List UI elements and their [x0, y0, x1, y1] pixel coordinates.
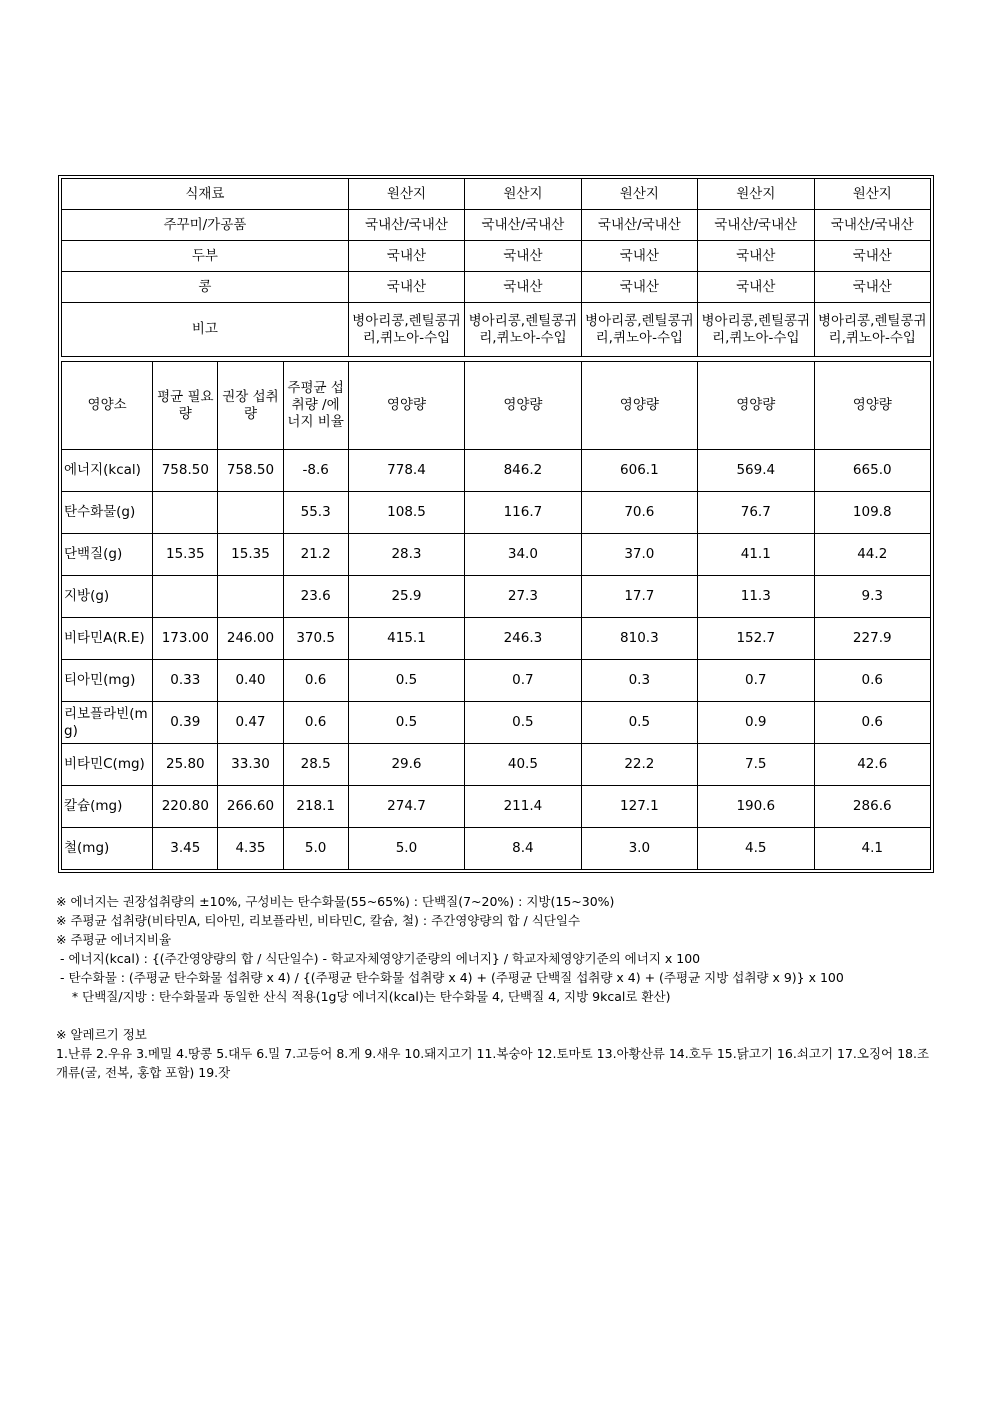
amount-header: 영양량 [814, 362, 931, 450]
weekly-ratio-header: 주평균 섭취량 /에너지 비율 [283, 362, 348, 450]
weekly-ratio-cell: 5.0 [283, 828, 348, 870]
origin-cell: 국내산/국내산 [698, 210, 814, 241]
amount-cell: 8.4 [465, 828, 581, 870]
origin-cell: 국내산/국내산 [465, 210, 581, 241]
origin-row [62, 210, 931, 241]
amount-cell: 108.5 [348, 492, 464, 534]
nutrient-name: 티아민(mg) [62, 660, 153, 702]
nutrient-row [62, 786, 931, 828]
notes-section [56, 892, 936, 1082]
amount-cell: 0.6 [814, 702, 931, 744]
note-label: 비고 [62, 303, 349, 357]
amount-cell: 0.5 [348, 702, 464, 744]
avg-requirement-cell: 173.00 [153, 618, 218, 660]
origin-cell: 국내산 [814, 272, 930, 303]
note-line: - 에너지(kcal) : {(주간영양량의 합 / 식단일수) - 학교자체영양기준량의 에너지} / 학교자체영양기준의 에너지 x 100 [56, 951, 701, 966]
origin-cell: 국내산 [348, 272, 464, 303]
amount-cell: 127.1 [581, 786, 697, 828]
amount-cell: 27.3 [465, 576, 581, 618]
ingredient-name: 두부 [62, 241, 349, 272]
nutrient-row [62, 618, 931, 660]
origin-cell: 국내산 [698, 241, 814, 272]
amount-cell: 7.5 [698, 744, 814, 786]
origin-cell: 국내산 [698, 272, 814, 303]
note-line: ※ 주평균 에너지비율 [56, 932, 172, 947]
amount-header: 영양량 [698, 362, 814, 450]
note-cell: 병아리콩,렌틸콩귀리,퀴노아-수입 [465, 303, 581, 357]
weekly-ratio-cell: -8.6 [283, 450, 348, 492]
origin-cell: 국내산 [581, 272, 697, 303]
weekly-ratio-cell: 28.5 [283, 744, 348, 786]
origin-cell: 국내산 [814, 241, 930, 272]
amount-cell: 810.3 [581, 618, 697, 660]
note-cell: 병아리콩,렌틸콩귀리,퀴노아-수입 [698, 303, 814, 357]
origin-header-cell: 원산지 [814, 179, 930, 210]
amount-cell: 42.6 [814, 744, 931, 786]
amount-cell: 9.3 [814, 576, 931, 618]
ingredient-name: 주꾸미/가공품 [62, 210, 349, 241]
avg-requirement-cell: 0.33 [153, 660, 218, 702]
avg-requirement-cell [153, 492, 218, 534]
weekly-ratio-cell: 370.5 [283, 618, 348, 660]
nutrient-row [62, 450, 931, 492]
origin-cell: 국내산 [581, 241, 697, 272]
note-line: - 탄수화물 : (주평균 탄수화물 섭취량 x 4) / {(주평균 탄수화물 섭취량 x 4) + (주평균 단백질 섭취량 x 4) + (주평균 지방 섭취량 x 9)} x 100 [56, 970, 844, 985]
allergy-list: 1.난류 2.우유 3.메밀 4.땅콩 5.대두 6.밀 7.고등어 8.게 9.새우 10.돼지고기 11.복숭아 12.토마토 13.아황산류 14.호두 15.닭고기 16.쇠고기 17.오징어 18.조개류(굴, 전복, 홍합 포함) 19.잣 [56, 1046, 930, 1080]
nutrient-name: 리보플라빈(mg) [62, 702, 153, 744]
weekly-ratio-cell: 0.6 [283, 702, 348, 744]
origin-header-row [62, 179, 931, 210]
amount-cell: 274.7 [348, 786, 464, 828]
recommended-intake-cell: 33.30 [218, 744, 283, 786]
amount-cell: 11.3 [698, 576, 814, 618]
recommended-intake-cell: 0.47 [218, 702, 283, 744]
recommended-intake-cell: 246.00 [218, 618, 283, 660]
nutrition-body [62, 450, 931, 870]
amount-cell: 5.0 [348, 828, 464, 870]
amount-cell: 116.7 [465, 492, 581, 534]
recommended-intake-cell: 0.40 [218, 660, 283, 702]
recommended-intake-cell: 758.50 [218, 450, 283, 492]
origin-header-cell: 원산지 [698, 179, 814, 210]
amount-cell: 778.4 [348, 450, 464, 492]
weekly-ratio-cell: 21.2 [283, 534, 348, 576]
nutrient-row [62, 492, 931, 534]
origin-cell: 국내산/국내산 [814, 210, 930, 241]
spacer [56, 1006, 936, 1025]
amount-cell: 0.7 [698, 660, 814, 702]
note-cell: 병아리콩,렌틸콩귀리,퀴노아-수입 [814, 303, 930, 357]
amount-cell: 25.9 [348, 576, 464, 618]
weekly-ratio-cell: 55.3 [283, 492, 348, 534]
note-cell: 병아리콩,렌틸콩귀리,퀴노아-수입 [348, 303, 464, 357]
amount-cell: 70.6 [581, 492, 697, 534]
amount-cell: 846.2 [465, 450, 581, 492]
origin-header-cell: 원산지 [581, 179, 697, 210]
amount-cell: 37.0 [581, 534, 697, 576]
nutrient-name: 지방(g) [62, 576, 153, 618]
weekly-ratio-cell: 23.6 [283, 576, 348, 618]
amount-cell: 0.3 [581, 660, 697, 702]
amount-cell: 44.2 [814, 534, 931, 576]
nutrition-header-row [62, 362, 931, 450]
nutrient-name: 비타민A(R.E) [62, 618, 153, 660]
nutrient-header: 영양소 [62, 362, 153, 450]
amount-header: 영양량 [581, 362, 697, 450]
avg-requirement-cell: 0.39 [153, 702, 218, 744]
menu-info-tables [58, 175, 934, 873]
amount-cell: 286.6 [814, 786, 931, 828]
ingredient-header: 식재료 [62, 179, 349, 210]
nutrient-row [62, 534, 931, 576]
origin-cell: 국내산 [465, 272, 581, 303]
note-cell: 병아리콩,렌틸콩귀리,퀴노아-수입 [581, 303, 697, 357]
amount-cell: 227.9 [814, 618, 931, 660]
amount-cell: 28.3 [348, 534, 464, 576]
origin-row [62, 272, 931, 303]
amount-cell: 17.7 [581, 576, 697, 618]
amount-cell: 109.8 [814, 492, 931, 534]
amount-cell: 211.4 [465, 786, 581, 828]
nutrient-row [62, 744, 931, 786]
amount-cell: 34.0 [465, 534, 581, 576]
amount-cell: 152.7 [698, 618, 814, 660]
avg-requirement-cell [153, 576, 218, 618]
amount-cell: 22.2 [581, 744, 697, 786]
origin-cell: 국내산/국내산 [581, 210, 697, 241]
recommended-intake-cell: 266.60 [218, 786, 283, 828]
nutrient-row [62, 702, 931, 744]
amount-cell: 190.6 [698, 786, 814, 828]
recommended-intake-cell: 4.35 [218, 828, 283, 870]
amount-cell: 569.4 [698, 450, 814, 492]
amount-cell: 0.7 [465, 660, 581, 702]
nutrient-row [62, 576, 931, 618]
amount-cell: 29.6 [348, 744, 464, 786]
weekly-ratio-cell: 0.6 [283, 660, 348, 702]
origin-cell: 국내산 [465, 241, 581, 272]
amount-cell: 246.3 [465, 618, 581, 660]
weekly-ratio-cell: 218.1 [283, 786, 348, 828]
amount-cell: 0.6 [814, 660, 931, 702]
origin-cell: 국내산/국내산 [348, 210, 464, 241]
ingredient-name: 콩 [62, 272, 349, 303]
nutrient-name: 비타민C(mg) [62, 744, 153, 786]
nutrient-name: 에너지(kcal) [62, 450, 153, 492]
origin-header-cell: 원산지 [348, 179, 464, 210]
nutrient-name: 탄수화물(g) [62, 492, 153, 534]
amount-cell: 606.1 [581, 450, 697, 492]
note-line: ※ 에너지는 권장섭취량의 ±10%, 구성비는 탄수화물(55~65%) : 단백질(7~20%) : 지방(15~30%) [56, 894, 615, 909]
amount-cell: 3.0 [581, 828, 697, 870]
recommended-intake-cell [218, 576, 283, 618]
nutrient-row [62, 660, 931, 702]
amount-cell: 0.5 [465, 702, 581, 744]
avg-requirement-cell: 25.80 [153, 744, 218, 786]
amount-cell: 665.0 [814, 450, 931, 492]
nutrition-table [61, 361, 931, 870]
nutrient-name: 철(mg) [62, 828, 153, 870]
amount-cell: 40.5 [465, 744, 581, 786]
amount-cell: 41.1 [698, 534, 814, 576]
nutrient-name: 칼슘(mg) [62, 786, 153, 828]
avg-requirement-header: 평균 필요량 [153, 362, 218, 450]
origin-note-row [62, 303, 931, 357]
origin-row [62, 241, 931, 272]
amount-cell: 0.9 [698, 702, 814, 744]
origin-table [61, 178, 931, 357]
amount-cell: 415.1 [348, 618, 464, 660]
note-line: ※ 주평균 섭취량(비타민A, 티아민, 리보플라빈, 비타민C, 칼슘, 철) : 주간영양량의 합 / 식단일수 [56, 913, 581, 928]
amount-header: 영양량 [465, 362, 581, 450]
avg-requirement-cell: 15.35 [153, 534, 218, 576]
amount-cell: 0.5 [581, 702, 697, 744]
recommended-intake-cell: 15.35 [218, 534, 283, 576]
nutrient-name: 단백질(g) [62, 534, 153, 576]
avg-requirement-cell: 3.45 [153, 828, 218, 870]
nutrient-row [62, 828, 931, 870]
amount-cell: 0.5 [348, 660, 464, 702]
origin-header-cell: 원산지 [465, 179, 581, 210]
amount-header: 영양량 [348, 362, 464, 450]
recommended-intake-header: 권장 섭취량 [218, 362, 283, 450]
recommended-intake-cell [218, 492, 283, 534]
avg-requirement-cell: 220.80 [153, 786, 218, 828]
origin-cell: 국내산 [348, 241, 464, 272]
note-line: * 단백질/지방 : 탄수화물과 동일한 산식 적용(1g당 에너지(kcal)는 탄수화물 4, 단백질 4, 지방 9kcal로 환산) [56, 989, 671, 1004]
amount-cell: 76.7 [698, 492, 814, 534]
allergy-title: ※ 알레르기 정보 [56, 1027, 147, 1042]
avg-requirement-cell: 758.50 [153, 450, 218, 492]
amount-cell: 4.5 [698, 828, 814, 870]
amount-cell: 4.1 [814, 828, 931, 870]
